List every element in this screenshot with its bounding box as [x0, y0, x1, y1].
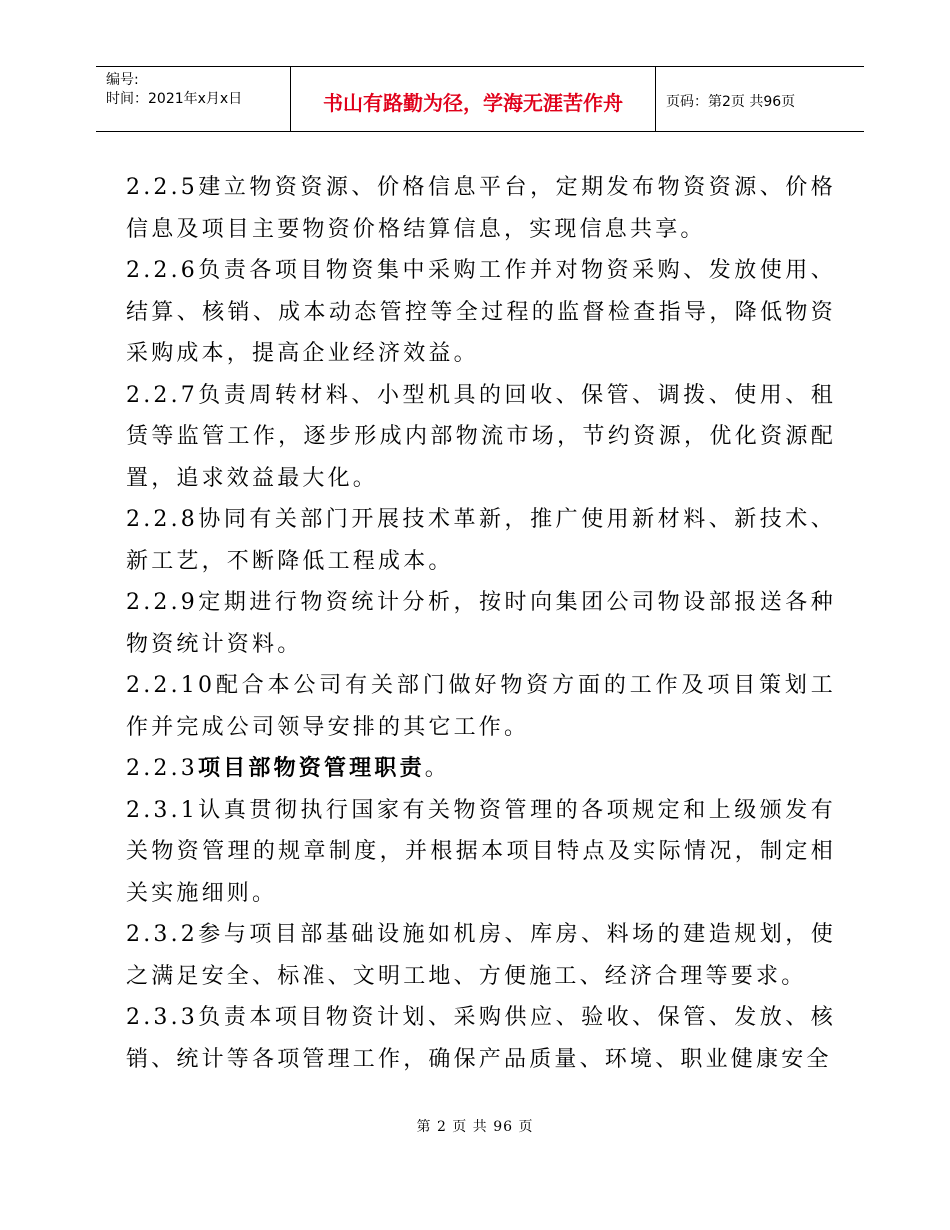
paragraph: 2.2.8协同有关部门开展技术革新，推广使用新材料、新技术、新工艺，不断降低工程成本。 [126, 507, 836, 574]
paragraph: 2.3.1认真贯彻执行国家有关物资管理的各项规定和上级颁发有关物资管理的规章制度，并根据本项目特点及实际情况，制定相关实施细则。 [126, 797, 836, 906]
header-slogan: 书山有路勤为径，学海无涯苦作舟 [291, 67, 656, 131]
paragraph: 2.2.10配合本公司有关部门做好物资方面的工作及项目策划工作并完成公司领导安排的其它工作。 [126, 673, 836, 740]
paragraph: 2.2.6负责各项目物资集中采购工作并对物资采购、发放使用、结算、核销、成本动态管控等全过程的监督检查指导，降低物资采购成本，提高企业经济效益。 [126, 258, 836, 366]
document-time-label: 时间：2021年x月x日 [106, 91, 243, 107]
paragraph: 2.3.2参与项目部基础设施如机房、库房、料场的建造规划，使之满足安全、标准、文明工地、方便施工、经济合理等要求。 [126, 922, 836, 989]
paragraph: 2.2.7负责周转材料、小型机具的回收、保管、调拨、使用、租赁等监管工作，逐步形成内部物流市场，节约资源，优化资源配置，追求效益最大化。 [126, 382, 836, 491]
document-number-label: 编号: [106, 72, 139, 88]
section-number: 2.2.3 [126, 756, 198, 781]
paragraph: 2.3.3负责本项目物资计划、采购供应、验收、保管、发放、核销、统计等各项管理工作，确保产品质量、环境、职业健康安全 [126, 1005, 836, 1072]
section-suffix: 。 [424, 756, 450, 781]
page-header [96, 66, 864, 132]
document-body [126, 167, 836, 1080]
paragraph: 2.2.9定期进行物资统计分析，按时向集团公司物设部报送各种物资统计资料。 [126, 590, 836, 657]
paragraph: 2.2.5建立物资资源、价格信息平台，定期发布物资资源、价格信息及项目主要物资价格结算信息，实现信息共享。 [126, 175, 836, 242]
page-footer: 第 2 页 共 96 页 [416, 1119, 534, 1135]
header-page-info: 页码：第2页 共96页 [666, 94, 796, 110]
section-heading [126, 748, 836, 790]
section-title: 项目部物资管理职责 [197, 755, 425, 781]
header-meta [96, 67, 291, 131]
